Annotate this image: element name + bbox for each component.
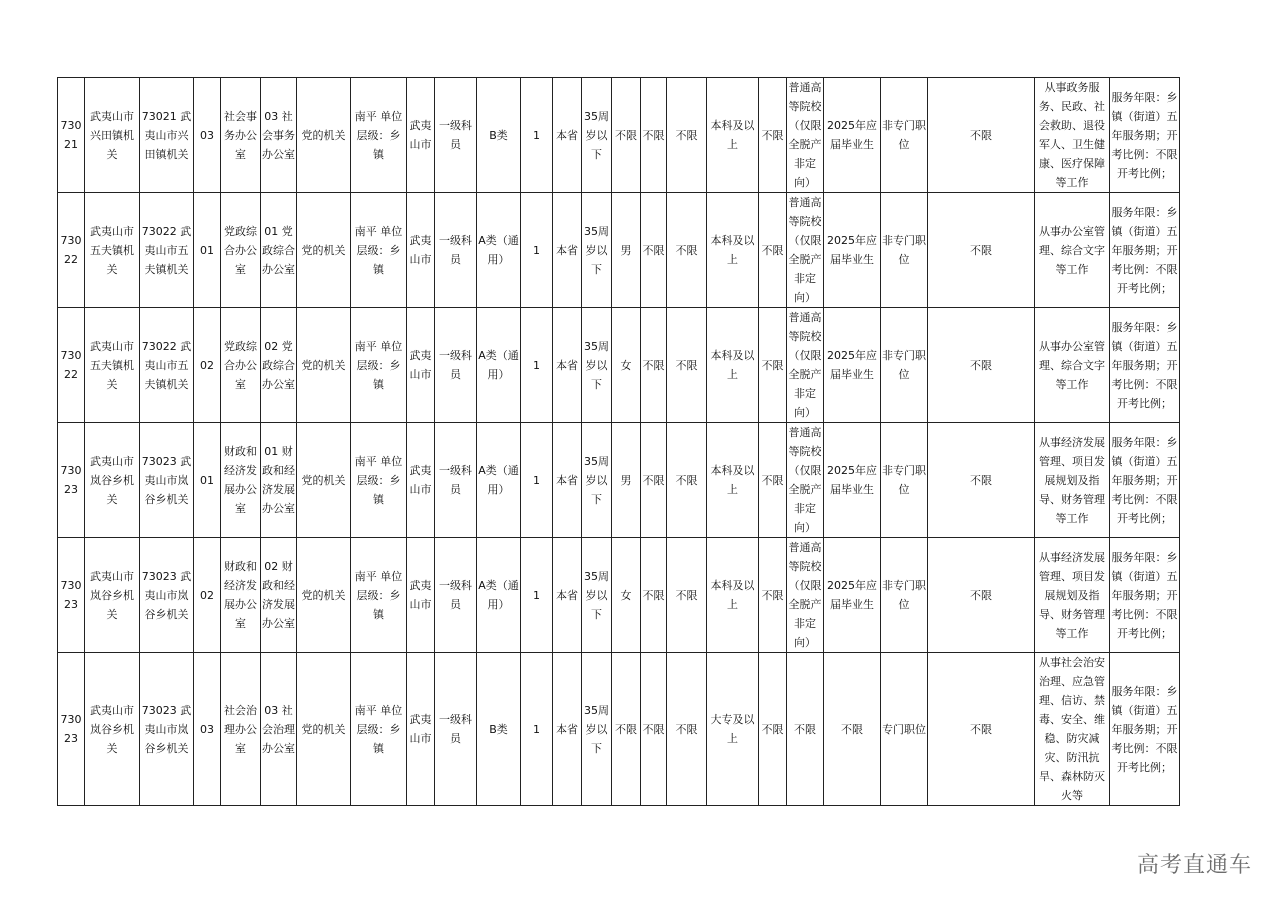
position-name-cell: 01 财政和经济发展办公室 [261, 423, 297, 538]
job-description-cell: 从事政务服务、民政、社会救助、退役军人、卫生健康、医疗保障等工作 [1035, 78, 1110, 193]
organization-type-cell: 党的机关 [297, 78, 351, 193]
position-code-cell: 03 [194, 78, 221, 193]
unit-name-cell: 武夷山市兴田镇机关 [85, 78, 140, 193]
gender-cell: 女 [612, 538, 641, 653]
requirement-cell: 不限 [667, 193, 707, 308]
requirement-cell: 不限 [641, 423, 667, 538]
unit-level-cell: 南平 单位层级：乡镇 [351, 193, 407, 308]
employer-cell: 73021 武夷山市兴田镇机关 [140, 78, 194, 193]
department-cell: 党政综合办公室 [221, 308, 261, 423]
position-code-cell: 02 [194, 538, 221, 653]
major-cell: 不限 [928, 193, 1035, 308]
position-code-cell: 03 [194, 653, 221, 806]
unit-name-cell: 武夷山市岚谷乡机关 [85, 653, 140, 806]
headcount-cell: 1 [521, 78, 553, 193]
employer-cell: 73022 武夷山市五夫镇机关 [140, 308, 194, 423]
age-cell: 35周岁以下 [582, 423, 612, 538]
employer-cell: 73022 武夷山市五夫镇机关 [140, 193, 194, 308]
education-cell: 本科及以上 [707, 308, 759, 423]
gender-cell: 男 [612, 193, 641, 308]
requirement-cell: 不限 [641, 78, 667, 193]
department-cell: 财政和经济发展办公室 [221, 423, 261, 538]
major-cell: 不限 [928, 308, 1035, 423]
headcount-cell: 1 [521, 308, 553, 423]
requirement-cell: 不限 [759, 653, 787, 806]
age-cell: 35周岁以下 [582, 653, 612, 806]
table-row [58, 538, 1180, 653]
unit-code-cell: 73023 [58, 423, 85, 538]
school-type-cell: 普通高等院校（仅限全脱产非定向） [787, 423, 824, 538]
rank-cell: 一级科员 [435, 78, 477, 193]
unit-code-cell: 73023 [58, 653, 85, 806]
applicant-type-cell: 2025年应届毕业生 [824, 78, 881, 193]
rank-cell: 一级科员 [435, 423, 477, 538]
location-cell: 武夷山市 [407, 308, 435, 423]
table-row [58, 193, 1180, 308]
requirement-cell: 不限 [759, 538, 787, 653]
education-cell: 大专及以上 [707, 653, 759, 806]
major-cell: 不限 [928, 538, 1035, 653]
organization-type-cell: 党的机关 [297, 308, 351, 423]
requirement-cell: 不限 [759, 423, 787, 538]
requirement-cell: 不限 [759, 193, 787, 308]
recruitment-scope-cell: 本省 [553, 193, 582, 308]
school-type-cell: 普通高等院校（仅限全脱产非定向） [787, 193, 824, 308]
recruitment-scope-cell: 本省 [553, 78, 582, 193]
requirement-cell: 不限 [667, 423, 707, 538]
job-description-cell: 从事办公室管理、综合文字等工作 [1035, 308, 1110, 423]
school-type-cell: 普通高等院校（仅限全脱产非定向） [787, 538, 824, 653]
table-row [58, 308, 1180, 423]
position-name-cell: 03 社会治理办公室 [261, 653, 297, 806]
department-cell: 财政和经济发展办公室 [221, 538, 261, 653]
education-cell: 本科及以上 [707, 538, 759, 653]
position-type-cell: 专门职位 [881, 653, 928, 806]
position-name-cell: 03 社会事务办公室 [261, 78, 297, 193]
position-name-cell: 02 财政和经济发展办公室 [261, 538, 297, 653]
exam-category-cell: B类 [477, 78, 521, 193]
gender-cell: 男 [612, 423, 641, 538]
unit-code-cell: 73021 [58, 78, 85, 193]
location-cell: 武夷山市 [407, 193, 435, 308]
requirement-cell: 不限 [667, 538, 707, 653]
watermark-text: 高考直通车 [1136, 853, 1252, 878]
unit-name-cell: 武夷山市岚谷乡机关 [85, 538, 140, 653]
table-body [58, 78, 1180, 806]
unit-name-cell: 武夷山市岚谷乡机关 [85, 423, 140, 538]
rank-cell: 一级科员 [435, 193, 477, 308]
school-type-cell: 普通高等院校（仅限全脱产非定向） [787, 78, 824, 193]
applicant-type-cell: 2025年应届毕业生 [824, 423, 881, 538]
position-name-cell: 02 党政综合办公室 [261, 308, 297, 423]
unit-level-cell: 南平 单位层级：乡镇 [351, 78, 407, 193]
exam-category-cell: B类 [477, 653, 521, 806]
applicant-type-cell: 2025年应届毕业生 [824, 538, 881, 653]
organization-type-cell: 党的机关 [297, 193, 351, 308]
job-description-cell: 从事经济发展管理、项目发展规划及指导、财务管理等工作 [1035, 423, 1110, 538]
department-cell: 党政综合办公室 [221, 193, 261, 308]
headcount-cell: 1 [521, 538, 553, 653]
applicant-type-cell: 2025年应届毕业生 [824, 308, 881, 423]
requirement-cell: 不限 [667, 653, 707, 806]
employer-cell: 73023 武夷山市岚谷乡机关 [140, 653, 194, 806]
major-cell: 不限 [928, 653, 1035, 806]
employer-cell: 73023 武夷山市岚谷乡机关 [140, 538, 194, 653]
notes-cell: 服务年限：乡镇（街道）五年服务期；开考比例：不限开考比例； [1110, 78, 1180, 193]
age-cell: 35周岁以下 [582, 78, 612, 193]
requirement-cell: 不限 [667, 308, 707, 423]
gender-cell: 不限 [612, 653, 641, 806]
unit-name-cell: 武夷山市五夫镇机关 [85, 308, 140, 423]
recruitment-scope-cell: 本省 [553, 653, 582, 806]
major-cell: 不限 [928, 423, 1035, 538]
organization-type-cell: 党的机关 [297, 423, 351, 538]
exam-category-cell: A类（通用） [477, 308, 521, 423]
unit-code-cell: 73022 [58, 193, 85, 308]
position-code-cell: 01 [194, 423, 221, 538]
exam-category-cell: A类（通用） [477, 423, 521, 538]
job-description-cell: 从事办公室管理、综合文字等工作 [1035, 193, 1110, 308]
table-row [58, 78, 1180, 193]
requirement-cell: 不限 [641, 193, 667, 308]
education-cell: 本科及以上 [707, 193, 759, 308]
position-name-cell: 01 党政综合办公室 [261, 193, 297, 308]
rank-cell: 一级科员 [435, 653, 477, 806]
unit-code-cell: 73023 [58, 538, 85, 653]
recruitment-scope-cell: 本省 [553, 538, 582, 653]
exam-category-cell: A类（通用） [477, 538, 521, 653]
organization-type-cell: 党的机关 [297, 653, 351, 806]
requirement-cell: 不限 [759, 78, 787, 193]
job-description-cell: 从事社会治安治理、应急管理、信访、禁毒、安全、维稳、防灾减灾、防汛抗旱、森林防灭火等 [1035, 653, 1110, 806]
rank-cell: 一级科员 [435, 308, 477, 423]
notes-cell: 服务年限：乡镇（街道）五年服务期；开考比例：不限开考比例； [1110, 538, 1180, 653]
position-type-cell: 非专门职位 [881, 193, 928, 308]
unit-level-cell: 南平 单位层级：乡镇 [351, 308, 407, 423]
age-cell: 35周岁以下 [582, 193, 612, 308]
position-type-cell: 非专门职位 [881, 538, 928, 653]
unit-name-cell: 武夷山市五夫镇机关 [85, 193, 140, 308]
notes-cell: 服务年限：乡镇（街道）五年服务期；开考比例：不限开考比例； [1110, 193, 1180, 308]
table-row [58, 653, 1180, 806]
applicant-type-cell: 2025年应届毕业生 [824, 193, 881, 308]
gender-cell: 不限 [612, 78, 641, 193]
requirement-cell: 不限 [641, 308, 667, 423]
position-type-cell: 非专门职位 [881, 308, 928, 423]
headcount-cell: 1 [521, 653, 553, 806]
gender-cell: 女 [612, 308, 641, 423]
education-cell: 本科及以上 [707, 423, 759, 538]
school-type-cell: 不限 [787, 653, 824, 806]
organization-type-cell: 党的机关 [297, 538, 351, 653]
age-cell: 35周岁以下 [582, 538, 612, 653]
location-cell: 武夷山市 [407, 423, 435, 538]
headcount-cell: 1 [521, 193, 553, 308]
exam-category-cell: A类（通用） [477, 193, 521, 308]
recruitment-scope-cell: 本省 [553, 423, 582, 538]
unit-level-cell: 南平 单位层级：乡镇 [351, 538, 407, 653]
requirement-cell: 不限 [667, 78, 707, 193]
school-type-cell: 普通高等院校（仅限全脱产非定向） [787, 308, 824, 423]
position-code-cell: 02 [194, 308, 221, 423]
location-cell: 武夷山市 [407, 653, 435, 806]
education-cell: 本科及以上 [707, 78, 759, 193]
job-description-cell: 从事经济发展管理、项目发展规划及指导、财务管理等工作 [1035, 538, 1110, 653]
notes-cell: 服务年限：乡镇（街道）五年服务期；开考比例：不限开考比例； [1110, 653, 1180, 806]
unit-level-cell: 南平 单位层级：乡镇 [351, 423, 407, 538]
notes-cell: 服务年限：乡镇（街道）五年服务期；开考比例：不限开考比例； [1110, 308, 1180, 423]
notes-cell: 服务年限：乡镇（街道）五年服务期；开考比例：不限开考比例； [1110, 423, 1180, 538]
unit-code-cell: 73022 [58, 308, 85, 423]
major-cell: 不限 [928, 78, 1035, 193]
headcount-cell: 1 [521, 423, 553, 538]
department-cell: 社会事务办公室 [221, 78, 261, 193]
requirement-cell: 不限 [641, 538, 667, 653]
rank-cell: 一级科员 [435, 538, 477, 653]
applicant-type-cell: 不限 [824, 653, 881, 806]
unit-level-cell: 南平 单位层级：乡镇 [351, 653, 407, 806]
recruitment-scope-cell: 本省 [553, 308, 582, 423]
position-type-cell: 非专门职位 [881, 423, 928, 538]
department-cell: 社会治理办公室 [221, 653, 261, 806]
recruitment-table [57, 77, 1180, 806]
requirement-cell: 不限 [759, 308, 787, 423]
recruitment-table-container [57, 77, 1180, 806]
position-code-cell: 01 [194, 193, 221, 308]
location-cell: 武夷山市 [407, 538, 435, 653]
position-type-cell: 非专门职位 [881, 78, 928, 193]
age-cell: 35周岁以下 [582, 308, 612, 423]
requirement-cell: 不限 [641, 653, 667, 806]
employer-cell: 73023 武夷山市岚谷乡机关 [140, 423, 194, 538]
table-row [58, 423, 1180, 538]
location-cell: 武夷山市 [407, 78, 435, 193]
